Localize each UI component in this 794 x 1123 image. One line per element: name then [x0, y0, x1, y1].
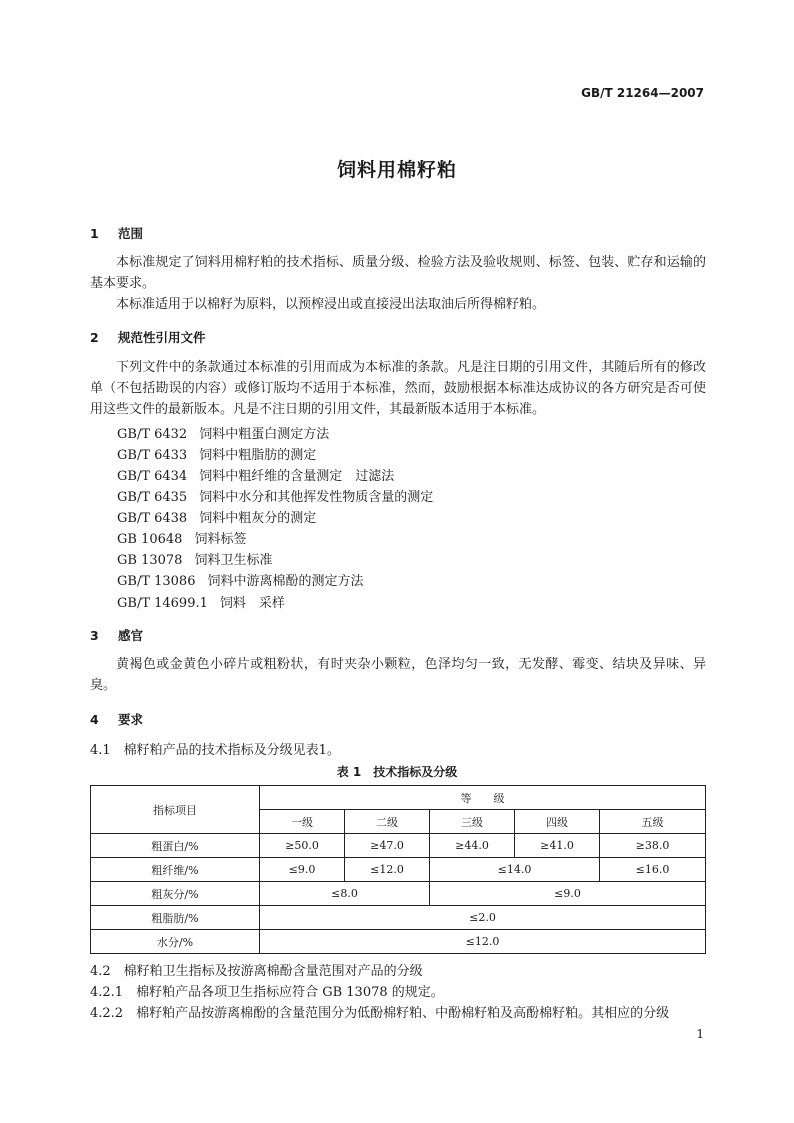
section-2-heading — [90, 328, 206, 346]
reference-title: 饲料中粗灰分的测定 — [199, 511, 317, 526]
table-row — [91, 834, 706, 858]
table-cell: ≤14.0 — [430, 858, 600, 882]
table-row — [91, 930, 706, 954]
section-4-heading — [90, 710, 143, 728]
table-row — [91, 906, 706, 930]
clause-4-2-2: 4.2.2 棉籽粕产品按游离棉酚的含量范围分为低酚棉籽粕、中酚棉籽粕及高酚棉籽粕。其相应的分级 — [90, 1006, 670, 1021]
table-row — [91, 882, 706, 906]
section-number: 2 — [90, 330, 99, 345]
table-cell: ≥38.0 — [600, 834, 706, 858]
reference-code: GB/T 6434 — [117, 469, 188, 484]
reference-title: 饲料中水分和其他挥发性物质含量的测定 — [199, 490, 434, 505]
table-cell: ≤12.0 — [345, 858, 430, 882]
clause-4-2-1: 4.2.1 棉籽粕产品各项卫生指标应符合 GB 13078 的规定。 — [90, 985, 444, 1000]
table-cell: ≤8.0 — [260, 882, 430, 906]
grade-header: 四级 — [515, 810, 600, 834]
section-1-heading — [90, 224, 143, 242]
section-number: 4 — [90, 712, 99, 727]
clause-4-2: 4.2 棉籽粕卫生指标及按游离棉酚含量范围对产品的分级 — [90, 964, 423, 979]
reference-code: GB 10648 — [117, 532, 183, 547]
table-cell: ≤9.0 — [260, 858, 345, 882]
header-item-cell: 指标项目 — [91, 786, 260, 834]
reference-code: GB/T 14699.1 — [117, 596, 208, 611]
grade-header: 三级 — [430, 810, 515, 834]
table-cell: ≥44.0 — [430, 834, 515, 858]
table-cell: ≤12.0 — [260, 930, 706, 954]
reference-item — [117, 549, 272, 568]
reference-code: GB 13078 — [117, 553, 183, 568]
reference-item — [117, 570, 364, 589]
page-number: 1 — [696, 1027, 704, 1041]
section-title: 范围 — [118, 226, 144, 241]
section-3-heading — [90, 626, 143, 644]
reference-item — [117, 592, 285, 611]
reference-code: GB/T 6438 — [117, 511, 188, 526]
document-title: 饲料用棉籽粕 — [336, 159, 457, 181]
row-label: 粗蛋白/% — [91, 834, 260, 858]
row-label: 粗纤维/% — [91, 858, 260, 882]
clause-4-1: 4.1 棉籽粕产品的技术指标及分级见表1。 — [90, 743, 340, 758]
section-number: 3 — [90, 628, 99, 643]
section-title: 要求 — [118, 712, 144, 727]
section-2-para-1: 下列文件中的条款通过本标准的引用而成为本标准的条款。凡是注日期的引用文件，其随后所有的修改单（不包括勘误的内容）或修订版均不适用于本标准，然而，鼓励根据本标准达成协议的各方研究是否可使用这些文件的最新版本。凡是不注日期的引用文件，其最新版本适用于本标准。 — [90, 360, 706, 417]
reference-code: GB/T 6433 — [117, 448, 188, 463]
reference-item — [117, 528, 246, 547]
reference-item — [117, 423, 329, 442]
reference-title: 饲料中游离棉酚的测定方法 — [207, 574, 364, 589]
grade-header: 五级 — [600, 810, 706, 834]
table-row — [91, 858, 706, 882]
grade-header: 一级 — [260, 810, 345, 834]
standard-code: GB/T 21264—2007 — [581, 86, 704, 100]
table-cell: ≥41.0 — [515, 834, 600, 858]
reference-item — [117, 486, 433, 505]
reference-code: GB/T 6435 — [117, 490, 188, 505]
table-cell: ≤2.0 — [260, 906, 706, 930]
section-3-para-1: 黄褐色或金黄色小碎片或粗粉状，有时夹杂小颗粒，色泽均匀一致，无发酵、霉变、结块及异味、异臭。 — [90, 657, 706, 693]
reference-code: GB/T 13086 — [117, 574, 196, 589]
row-label: 水分/% — [91, 930, 260, 954]
section-1-para-2: 本标准适用于以棉籽为原料，以预榨浸出或直接浸出法取油后所得棉籽粕。 — [116, 297, 546, 312]
section-number: 1 — [90, 226, 99, 241]
table-cell: ≤9.0 — [430, 882, 706, 906]
section-1-para-1: 本标准规定了饲料用棉籽粕的技术指标、质量分级、检验方法及验收规则、标签、包装、贮存和运输的基本要求。 — [90, 255, 706, 291]
table-cell: ≥47.0 — [345, 834, 430, 858]
reference-item — [117, 507, 316, 526]
table-cell: ≤16.0 — [600, 858, 706, 882]
table-caption: 表 1 技术指标及分级 — [336, 765, 458, 779]
grade-header: 二级 — [345, 810, 430, 834]
header-grade-cell: 等 级 — [260, 786, 706, 810]
reference-title: 饲料卫生标准 — [194, 553, 273, 568]
row-label: 粗灰分/% — [91, 882, 260, 906]
table-cell: ≥50.0 — [260, 834, 345, 858]
reference-title: 饲料中粗蛋白测定方法 — [199, 427, 330, 442]
reference-item — [117, 444, 316, 463]
reference-code: GB/T 6432 — [117, 427, 188, 442]
reference-item — [117, 465, 394, 484]
technical-spec-table — [90, 785, 706, 954]
row-label: 粗脂肪/% — [91, 906, 260, 930]
reference-title: 饲料标签 — [194, 532, 247, 547]
reference-title: 饲料中粗脂肪的测定 — [199, 448, 317, 463]
section-title: 规范性引用文件 — [118, 330, 206, 345]
section-title: 感官 — [118, 628, 144, 643]
reference-title: 饲料 采样 — [219, 596, 285, 611]
reference-title: 饲料中粗纤维的含量测定 过滤法 — [199, 469, 395, 484]
